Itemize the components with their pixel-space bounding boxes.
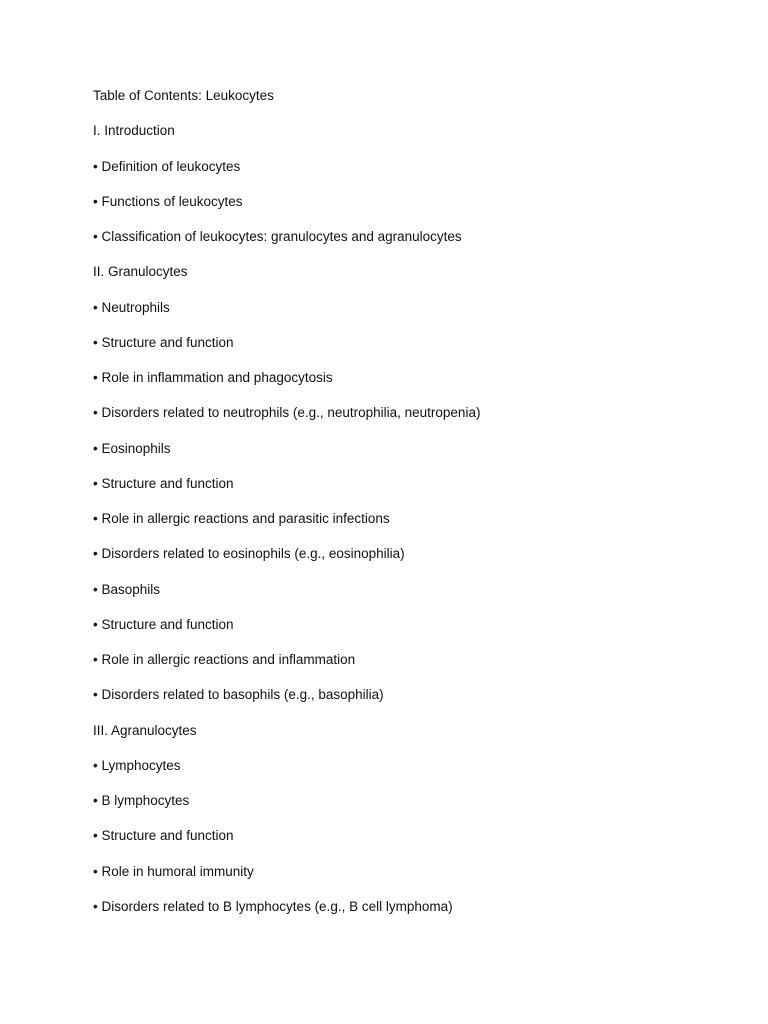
toc-bullet-item: • Structure and function (93, 616, 234, 632)
toc-bullet-item: • Disorders related to neutrophils (e.g., neutrophilia, neutropenia) (93, 405, 481, 421)
section-heading: III. Agranulocytes (93, 722, 197, 738)
toc-bullet-item: • Role in allergic reactions and parasitic infections (93, 511, 390, 526)
toc-bullet-item: • Disorders related to B lymphocytes (e.g., B cell lymphoma) (93, 898, 453, 914)
toc-bullet-item: • Role in allergic reactions and inflammation (93, 652, 356, 667)
toc-title: Table of Contents: Leukocytes (93, 88, 274, 103)
toc-bullet-item: • Classification of leukocytes: granulocytes and agranulocytes (93, 229, 462, 244)
section-heading: II. Granulocytes (93, 264, 188, 280)
toc-bullet-item: • B lymphocytes (93, 793, 190, 808)
toc-bullet-item: • Disorders related to basophils (e.g., basophilia) (93, 687, 384, 703)
toc-bullet-item: • Eosinophils (93, 440, 171, 456)
toc-bullet-item: • Role in humoral immunity (93, 863, 254, 879)
table-of-contents (93, 86, 480, 932)
toc-bullet-item: • Structure and function (93, 828, 234, 844)
toc-bullet-item: • Functions of leukocytes (93, 193, 243, 209)
toc-bullet-item: • Disorders related to eosinophils (e.g., eosinophilia) (93, 546, 405, 562)
toc-bullet-item: • Role in inflammation and phagocytosis (93, 370, 333, 385)
toc-bullet-item: • Definition of leukocytes (93, 158, 241, 174)
toc-bullet-item: • Lymphocytes (93, 757, 181, 773)
toc-bullet-item: • Structure and function (93, 334, 234, 350)
toc-bullet-item: • Structure and function (93, 475, 234, 491)
section-heading: I. Introduction (93, 123, 175, 139)
toc-bullet-item: • Neutrophils (93, 299, 170, 315)
toc-bullet-item: • Basophils (93, 581, 161, 597)
